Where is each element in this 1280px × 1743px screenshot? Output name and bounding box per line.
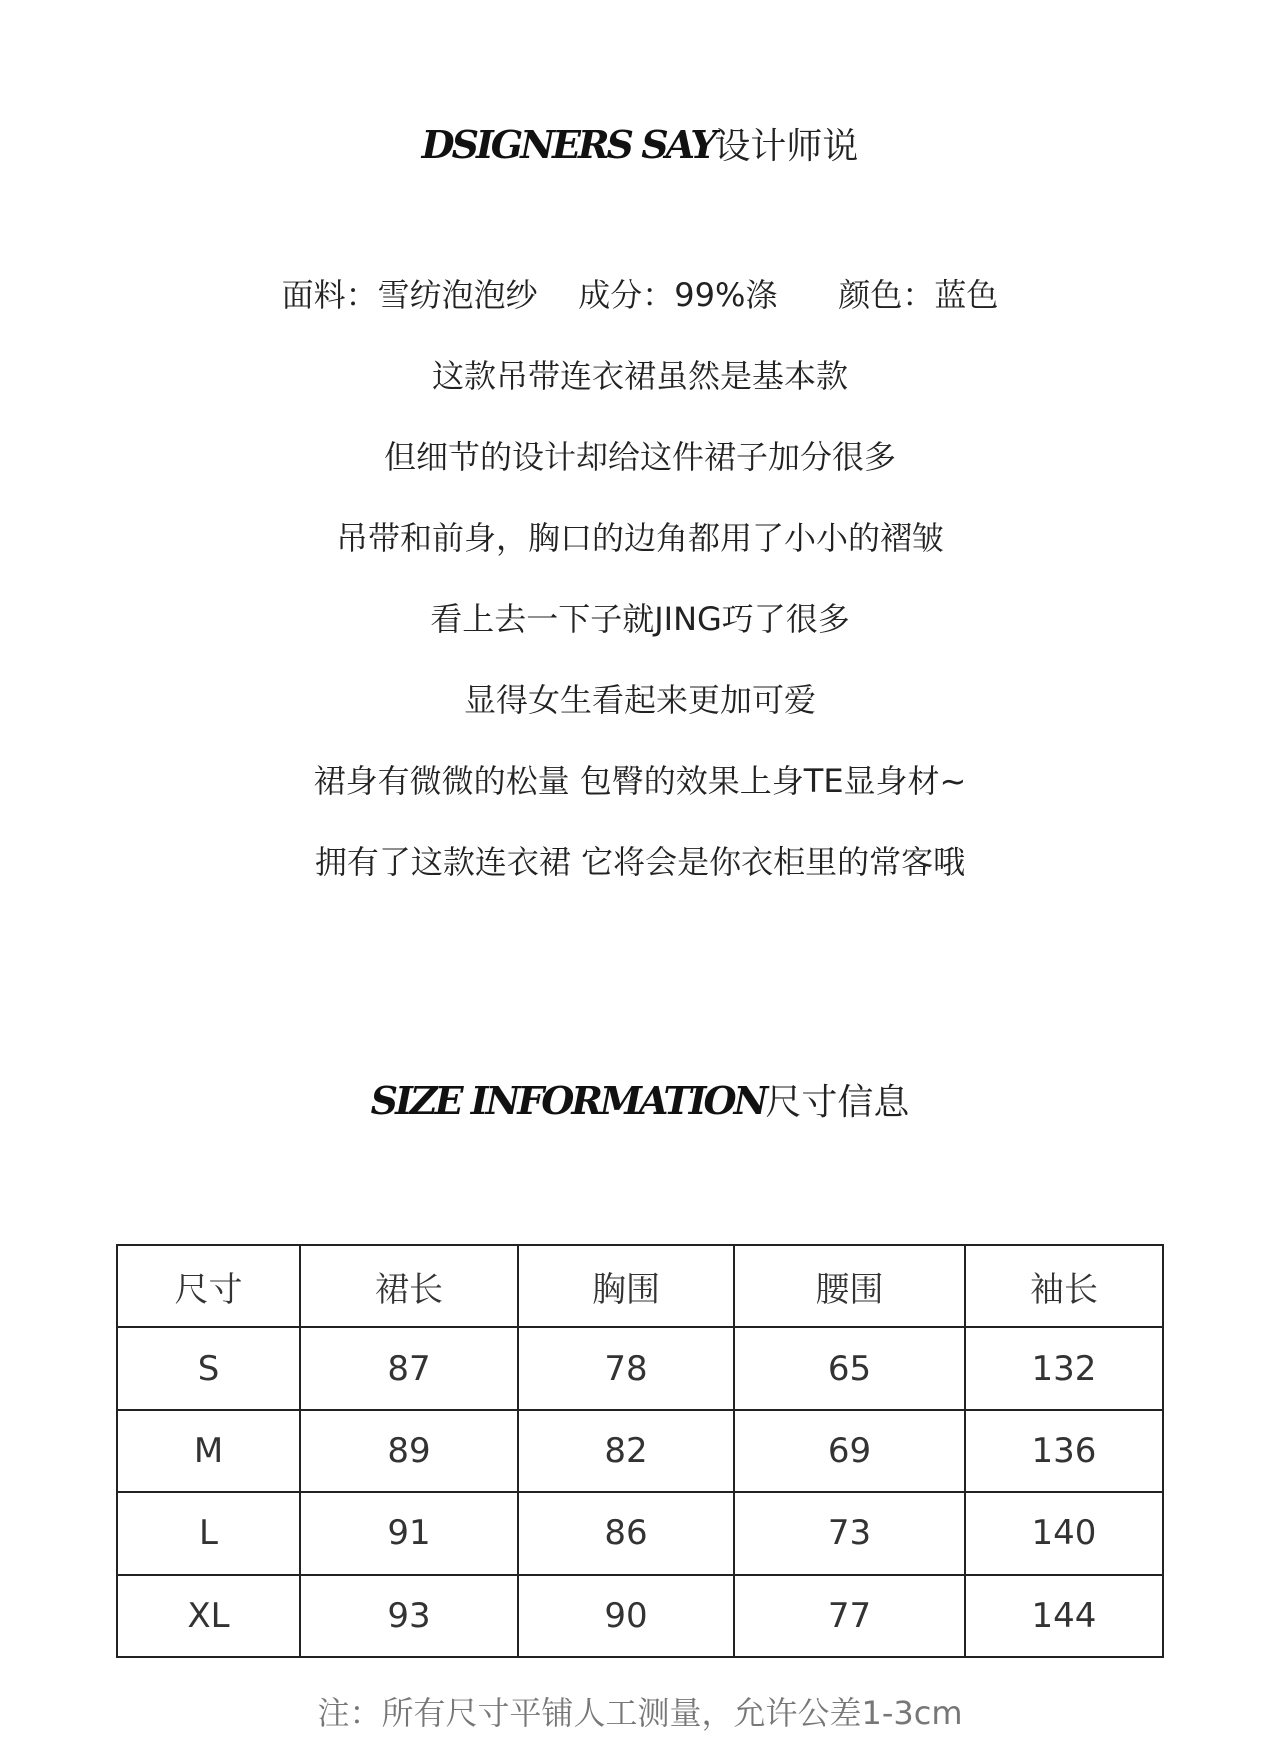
size-information-title-cn: 尺寸信息	[765, 1082, 910, 1123]
size-information-title-en: SIZE INFORMATION	[370, 1078, 766, 1123]
cell-size: M	[117, 1410, 300, 1492]
cell-sleeve-length: 132	[965, 1327, 1163, 1409]
header-waist: 腰围	[734, 1245, 965, 1327]
cell-size: XL	[117, 1575, 300, 1657]
size-information-title	[0, 1074, 1280, 1125]
header-skirt-length: 裙长	[300, 1245, 518, 1327]
cell-sleeve-length: 144	[965, 1575, 1163, 1657]
description-line: 看上去一下子就JING巧了很多	[430, 600, 850, 638]
cell-bust: 78	[518, 1327, 734, 1409]
cell-waist: 73	[734, 1492, 965, 1574]
cell-waist: 77	[734, 1575, 965, 1657]
header-size: 尺寸	[117, 1245, 300, 1327]
description-line: 拥有了这款连衣裙 它将会是你衣柜里的常客哦	[314, 843, 966, 881]
description-line-fabric: 面料：雪纺泡泡纱 成分：99%涤 颜色：蓝色	[281, 276, 999, 314]
size-table-header-row	[117, 1245, 1163, 1327]
cell-waist: 65	[734, 1327, 965, 1409]
cell-bust: 90	[518, 1575, 734, 1657]
designer-say-title-en: DSIGNERS SAY	[421, 122, 715, 167]
cell-bust: 82	[518, 1410, 734, 1492]
table-row	[117, 1327, 1163, 1409]
header-bust: 胸围	[518, 1245, 734, 1327]
designer-say-title	[0, 118, 1280, 169]
cell-sleeve-length: 136	[965, 1410, 1163, 1492]
size-table	[116, 1244, 1164, 1658]
cell-size: S	[117, 1327, 300, 1409]
table-row	[117, 1410, 1163, 1492]
cell-size: L	[117, 1492, 300, 1574]
cell-skirt-length: 93	[300, 1575, 518, 1657]
cell-sleeve-length: 140	[965, 1492, 1163, 1574]
description-line: 但细节的设计却给这件裙子加分很多	[383, 438, 896, 476]
cell-bust: 86	[518, 1492, 734, 1574]
cell-waist: 69	[734, 1410, 965, 1492]
description-line: 裙身有微微的松量 包臀的效果上身TE显身材~	[313, 762, 967, 800]
header-sleeve-length: 袖长	[965, 1245, 1163, 1327]
cell-skirt-length: 91	[300, 1492, 518, 1574]
cell-skirt-length: 89	[300, 1410, 518, 1492]
description-line: 吊带和前身，胸口的边角都用了小小的褶皱	[335, 519, 944, 557]
table-row	[117, 1492, 1163, 1574]
measurement-note: 注：所有尺寸平铺人工测量，允许公差1-3cm	[317, 1694, 963, 1732]
cell-skirt-length: 87	[300, 1327, 518, 1409]
description-line: 显得女生看起来更加可爱	[463, 681, 816, 719]
designer-say-title-cn: 设计师说	[714, 126, 859, 167]
table-row	[117, 1575, 1163, 1657]
description-line: 这款吊带连衣裙虽然是基本款	[431, 357, 848, 395]
